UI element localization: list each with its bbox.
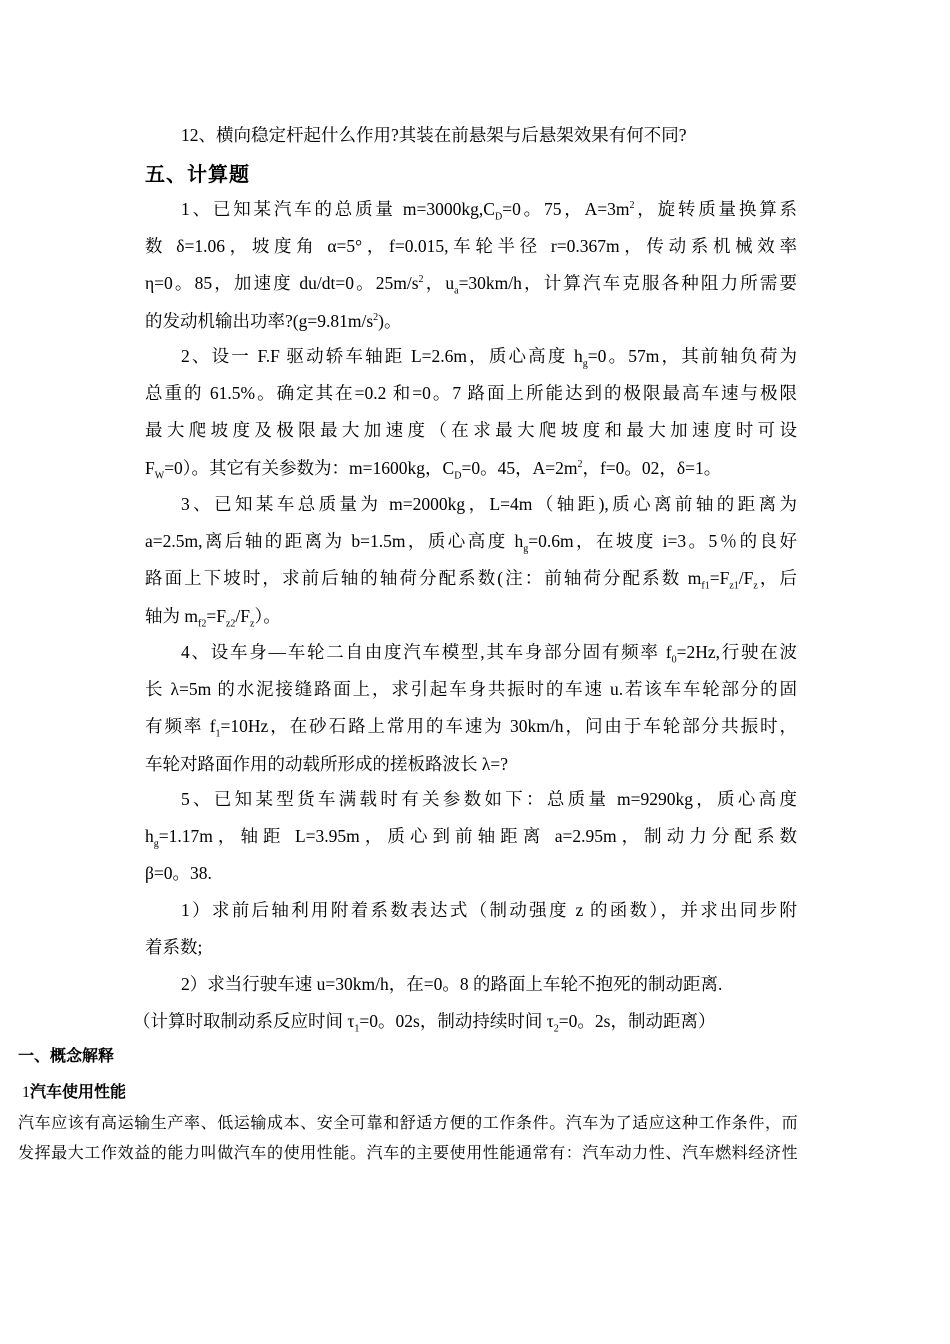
problem-5-part-1: 1）求前后轴利用附着系数表达式（制动强度 z 的函数），并求出同步附 着系数;	[145, 900, 797, 958]
problem-4: 4、设车身—车轮二自由度汽车模型,其车身部分固有频率 $f_0=2Hz$,行驶在波 长 λ=5m 的水泥接缝路面上，求引起车身共振时的车速 u.若该车车轮部分的固 有频率 $f_1=10Hz$，在砂石路上常用的车速为 30km/h，问由于车轮部分共振时， 车轮对路面作用的动载所形成的搓板路波长 λ=?	[145, 642, 798, 774]
section-5-title: 五、计算题	[145, 162, 250, 186]
section-1-title: 一、概念解释	[18, 1046, 115, 1065]
term-1-heading	[22, 1079, 126, 1102]
problem-5-part-2: 2）求当行驶车速 u=30km/h，在=0。8 的路面上车轮不抱死的制动距离. （计算时取制动系反应时间 $\tau_1=0$。02s，制动持续时间 $\tau_2=0$。2s，制动距离）	[133, 974, 723, 1035]
term-1-definition: 汽车应该有高运输生产率、低运输成本、安全可靠和舒适方便的工作条件。汽车为了适应这种工作条件，而 发挥最大工作效益的能力叫做汽车的使用性能。汽车的主要使用性能通常有：汽车动力性、汽车燃料经济性	[18, 1113, 799, 1162]
term-1-number: 1	[22, 1084, 30, 1101]
problem-1: 1、已知某汽车的总质量 $m=3000kg,C_D=0$。75，$A=3m^2$，旋转质量换算系 数 δ=1.06，坡度角 α=5°，f=0.015,车轮半径 r=0.367m，传动系机械效率 η=0。85，加速度 du/dt=0。$25m/s^2$，$u_a=30km/h$，计算汽车克服各种阻力所需要 的发动机输出功率$?(g=9.81m/s^2)$。	[145, 199, 798, 331]
problem-2: 2、设一 F.F 驱动轿车轴距 L=2.6m，质心高度 $h_g=0$。57m，其前轴负荷为 总重的 61.5%。确定其在=0.2 和=0。7 路面上所能达到的极限最高车速与极限 最大爬坡度及极限最大加速度（在求最大爬坡度和最大加速度时可设 $F_W=0$）。其它有关参数为：m=1600kg，$C_D=0$。45，$A=2m^2$，f=0。02，δ=1。	[145, 346, 797, 482]
term-1-title: 汽车使用性能	[30, 1082, 127, 1101]
question-12	[145, 117, 797, 154]
problem-5: 5、已知某型货车满载时有关参数如下：总质量 m=9290kg，质心高度 $h_g=1.17m$，轴距 L=3.95m，质心到前轴距离 a=2.95m，制动力分配系数 β=0。38.	[145, 789, 797, 884]
question-12-text: 12、横向稳定杆起什么作用?其装在前悬架与后悬架效果有何不同?	[181, 125, 687, 145]
problem-3: 3、已知某车总质量为 m=2000kg，L=4m（轴距),质心离前轴的距离为 a=2.5m,离后轴的距离为 b=1.5m，质心高度 $h_g=0.6m$，在坡度 i=3。5％的良好 路面上下坡时，求前后轴的轴荷分配系数(注：前轴荷分配系数 $m_{f1}=F_{z1}/F_z$，后 轴为 $m_{f2}=F_{z2}/F_z$）。	[145, 494, 797, 630]
